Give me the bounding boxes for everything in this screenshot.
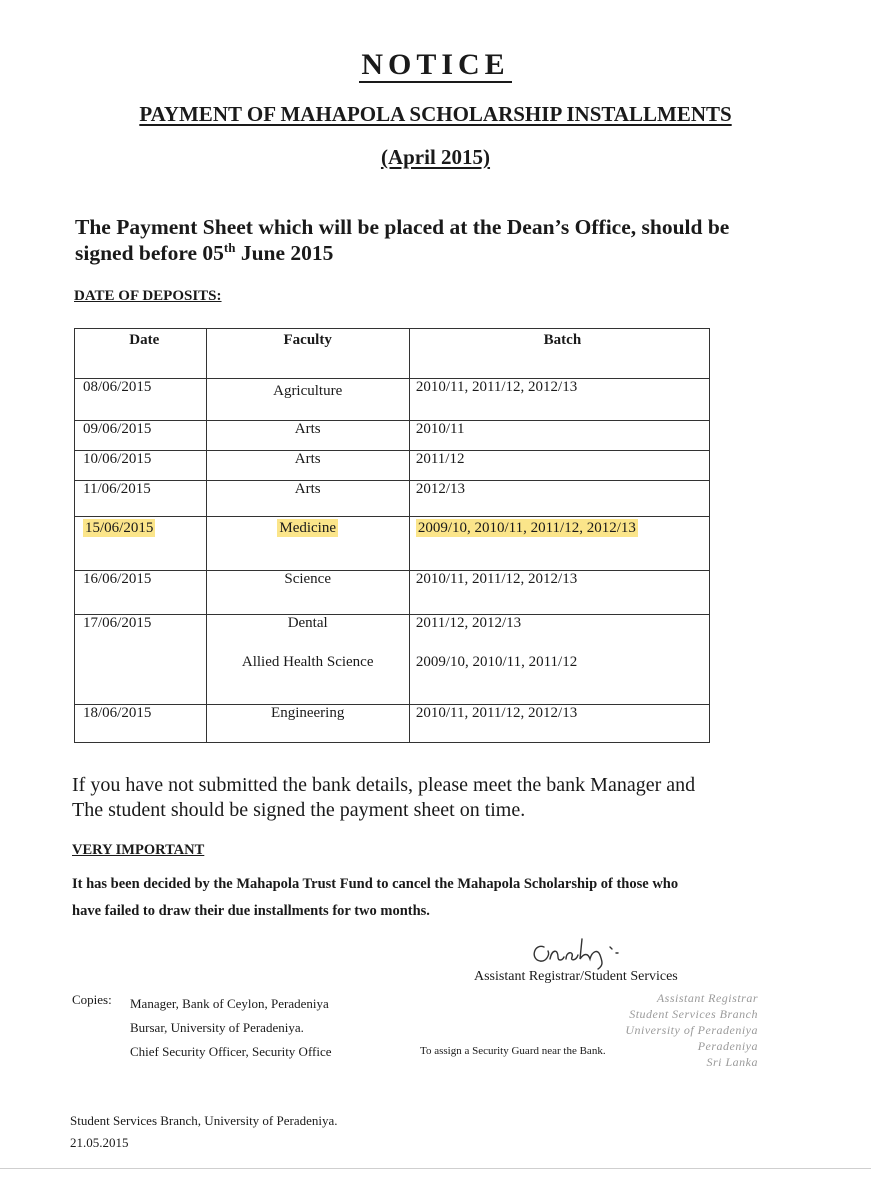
row-date: 11/06/2015 — [75, 481, 207, 517]
bank-details-notice — [72, 773, 812, 823]
row-faculty — [206, 517, 409, 571]
row-faculty: Agriculture — [206, 379, 409, 421]
table-row-highlighted — [75, 517, 710, 571]
row-faculty: Engineering — [206, 705, 409, 743]
table-row — [75, 571, 710, 615]
lead-line-1: The Payment Sheet which will be placed at the Dean’s Office, should be — [75, 215, 730, 239]
stamp-line: Peradeniya — [697, 1039, 758, 1053]
highlight-batch: 2009/10, 2010/11, 2011/12, 2012/13 — [417, 520, 636, 536]
faculty-dental: Dental — [287, 615, 328, 631]
row-faculty: Science — [206, 571, 409, 615]
row-date: 18/06/2015 — [75, 705, 207, 743]
footer-date: 21.05.2015 — [70, 1135, 129, 1150]
copies-list — [130, 992, 332, 1064]
bank-details-line-1: If you have not submitted the bank details, please meet the bank Manager and — [72, 774, 696, 796]
row-date: 16/06/2015 — [75, 571, 207, 615]
very-important-heading: VERY IMPORTANT — [72, 842, 205, 858]
copies-label: Copies: — [72, 992, 112, 1007]
deposits-heading: DATE OF DEPOSITS: — [74, 288, 222, 304]
row-date: 08/06/2015 — [75, 379, 207, 421]
row-batch: 2010/11, 2011/12, 2012/13 — [409, 705, 709, 743]
very-important-line-1: It has been decided by the Mahapola Trust Fund to cancel the Mahapola Scholarship of those who — [72, 876, 679, 892]
row-batch: 2010/11, 2011/12, 2012/13 — [409, 571, 709, 615]
column-header-faculty: Faculty — [206, 329, 409, 379]
table-row — [75, 615, 710, 705]
column-header-date: Date — [75, 329, 207, 379]
row-batch: 2012/13 — [409, 481, 709, 517]
stamp-line: Sri Lanka — [706, 1055, 758, 1069]
highlight-faculty: Medicine — [279, 520, 337, 536]
lead-line-2: signed before 05th June 2015 — [75, 239, 334, 265]
security-guard-note: To assign a Security Guard near the Bank. — [420, 1045, 606, 1057]
table-row — [75, 705, 710, 743]
footer-branch: Student Services Branch, University of Peradeniya. — [70, 1113, 338, 1128]
copy-recipient: Bursar, University of Peradeniya. — [130, 1020, 304, 1035]
table-row — [75, 481, 710, 517]
table-row — [75, 379, 710, 421]
table-row — [75, 421, 710, 451]
deposits-table — [74, 328, 710, 743]
stamp-line: Student Services Branch — [629, 1007, 758, 1021]
batch-dental: 2011/12, 2012/13 — [415, 615, 522, 631]
row-date: 09/06/2015 — [75, 421, 207, 451]
row-faculty: Arts — [206, 451, 409, 481]
batch-allied-health: 2009/10, 2010/11, 2011/12 — [415, 654, 578, 670]
row-batch: 2010/11 — [409, 421, 709, 451]
row-date: 17/06/2015 — [75, 615, 207, 705]
copy-recipient: Manager, Bank of Ceylon, Peradeniya — [130, 996, 329, 1011]
row-batch: 2010/11, 2011/12, 2012/13 — [409, 379, 709, 421]
highlight-date: 15/06/2015 — [85, 520, 154, 536]
faculty-allied-health: Allied Health Science — [241, 654, 374, 670]
lead-statement — [75, 214, 795, 266]
stamp-line: Assistant Registrar — [656, 991, 758, 1005]
very-important-line-2: have failed to draw their due installments for two months. — [72, 903, 430, 919]
official-stamp — [596, 990, 758, 1070]
signature-scribble — [528, 935, 628, 971]
table-row — [75, 451, 710, 481]
very-important-text — [72, 871, 812, 925]
row-batch — [409, 517, 709, 571]
row-faculty: Arts — [206, 421, 409, 451]
row-batch — [409, 615, 709, 705]
page-bottom-divider — [0, 1168, 871, 1169]
bank-details-line-2: The student should be signed the payment sheet on time. — [72, 799, 526, 821]
stamp-line: University of Peradeniya — [625, 1023, 758, 1037]
column-header-batch: Batch — [409, 329, 709, 379]
row-faculty — [206, 615, 409, 705]
row-batch: 2011/12 — [409, 451, 709, 481]
signatory-title: Assistant Registrar/Student Services — [474, 969, 678, 984]
row-date — [75, 517, 207, 571]
row-faculty: Arts — [206, 481, 409, 517]
copy-recipient: Chief Security Officer, Security Office — [130, 1044, 332, 1059]
row-date: 10/06/2015 — [75, 451, 207, 481]
notice-title: NOTICE — [361, 48, 510, 81]
table-header-row — [75, 329, 710, 379]
notice-subtitle: PAYMENT OF MAHAPOLA SCHOLARSHIP INSTALLMENTS — [139, 102, 732, 126]
notice-month: (April 2015) — [380, 145, 491, 169]
